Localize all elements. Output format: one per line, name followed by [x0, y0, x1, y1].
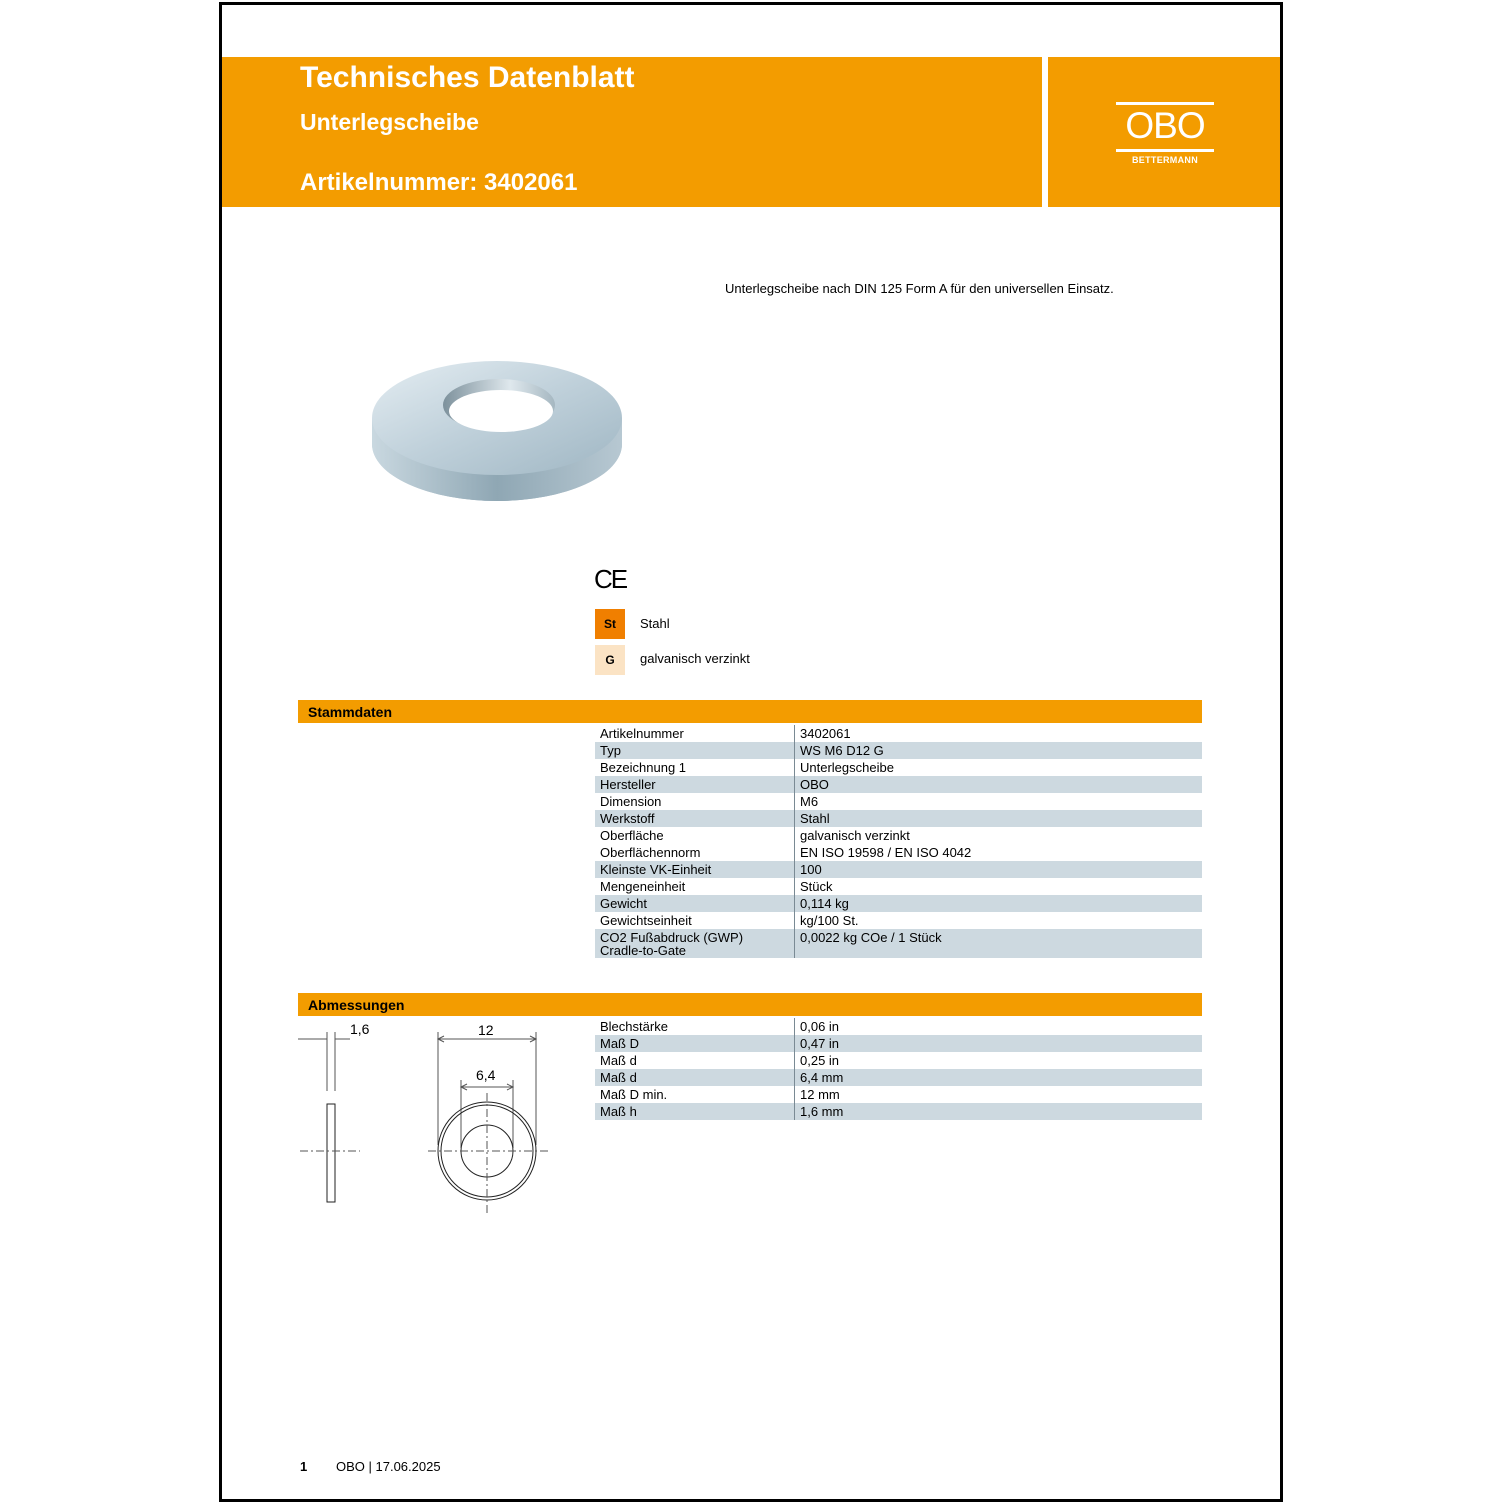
row-value: 3402061	[800, 726, 851, 741]
table-row	[595, 895, 1202, 912]
header-band	[222, 57, 1042, 207]
row-key: Gewicht	[595, 895, 795, 912]
row-key: Oberflächennorm	[595, 844, 795, 861]
logo-subtext: BETTERMANN	[1132, 155, 1198, 165]
ce-mark: CE	[594, 564, 627, 594]
table-row	[595, 1052, 1202, 1069]
row-key: Gewichtseinheit	[595, 912, 795, 929]
row-value: WS M6 D12 G	[800, 743, 884, 758]
row-value: galvanisch verzinkt	[800, 828, 910, 843]
row-value: 0,114 kg	[800, 896, 849, 911]
row-value: 0,0022 kg COe / 1 Stück	[800, 930, 942, 945]
section-header-abmessungen	[298, 993, 1202, 1016]
page-subtitle: Unterlegscheibe	[300, 109, 479, 135]
row-value: Stahl	[800, 811, 830, 826]
material-badge-steel: St	[595, 609, 625, 639]
table-row	[595, 793, 1202, 810]
row-key: Maß d	[595, 1069, 795, 1086]
outer-diameter-label: 12	[478, 1022, 494, 1038]
material-label-steel: Stahl	[640, 616, 670, 631]
table-row	[595, 810, 1202, 827]
page-number: 1	[300, 1459, 308, 1474]
row-key: Maß d	[595, 1052, 795, 1069]
row-value: 0,47 in	[800, 1036, 840, 1051]
row-value: 1,6 mm	[800, 1104, 844, 1119]
table-row	[595, 861, 1202, 878]
row-value: 6,4 mm	[800, 1070, 844, 1085]
row-key: Maß h	[595, 1103, 795, 1120]
table-row	[595, 1069, 1202, 1086]
section-title: Stammdaten	[308, 704, 393, 720]
section-title: Abmessungen	[308, 997, 405, 1013]
obo-logo: OBO	[1125, 105, 1205, 146]
thickness-label: 1,6	[350, 1021, 370, 1037]
article-number-heading: Artikelnummer: 3402061	[300, 169, 578, 196]
row-key: Kleinste VK-Einheit	[595, 861, 795, 878]
table-row	[595, 1086, 1202, 1103]
row-value: 100	[800, 862, 822, 877]
row-key: Mengeneinheit	[595, 878, 795, 895]
row-key: Hersteller	[595, 776, 795, 793]
table-row	[595, 759, 1202, 776]
table-row	[595, 742, 1202, 759]
table-row	[595, 912, 1202, 929]
row-key: Blechstärke	[595, 1018, 795, 1035]
row-value: kg/100 St.	[800, 913, 859, 928]
row-key: Oberfläche	[595, 827, 795, 844]
row-value: 0,25 in	[800, 1053, 840, 1068]
table-row	[595, 878, 1202, 895]
logo-bottom-bar	[1116, 149, 1214, 152]
row-value: 0,06 in	[800, 1019, 840, 1034]
row-value: M6	[800, 794, 819, 809]
stammdaten-table	[595, 725, 1202, 958]
row-value: EN ISO 19598 / EN ISO 4042	[800, 845, 972, 860]
row-key: Dimension	[595, 793, 795, 810]
row-key: Werkstoff	[595, 810, 795, 827]
row-key: Maß D	[595, 1035, 795, 1052]
washer-product-image	[367, 340, 627, 510]
dimension-drawing	[298, 1018, 558, 1218]
datasheet-page	[219, 2, 1283, 1502]
product-description: Unterlegscheibe nach DIN 125 Form A für den universellen Einsatz.	[725, 281, 1114, 296]
table-row	[595, 1103, 1202, 1120]
row-key: CO2 Fußabdruck (GWP) Cradle-to-Gate	[595, 929, 795, 958]
row-key: Artikelnummer	[595, 725, 795, 742]
row-key: Typ	[595, 742, 795, 759]
table-row	[595, 844, 1202, 861]
footer-text: OBO | 17.06.2025	[336, 1459, 441, 1474]
row-value: Stück	[800, 879, 833, 894]
row-key: Bezeichnung 1	[595, 759, 795, 776]
table-row	[595, 929, 1202, 958]
row-value: Unterlegscheibe	[800, 760, 894, 775]
row-value: OBO	[800, 777, 829, 792]
table-row	[595, 1018, 1202, 1035]
surface-label-galvanized: galvanisch verzinkt	[640, 651, 750, 666]
row-key: Maß D min.	[595, 1086, 795, 1103]
table-row	[595, 827, 1202, 844]
section-header-stammdaten	[298, 700, 1202, 723]
abmessungen-table	[595, 1018, 1202, 1120]
surface-badge-galvanized: G	[595, 645, 625, 675]
table-row	[595, 776, 1202, 793]
inner-diameter-label: 6,4	[476, 1067, 496, 1083]
logo-band	[1048, 57, 1280, 207]
table-row	[595, 725, 1202, 742]
row-value: 12 mm	[800, 1087, 840, 1102]
page-title: Technisches Datenblatt	[300, 61, 635, 94]
table-row	[595, 1035, 1202, 1052]
